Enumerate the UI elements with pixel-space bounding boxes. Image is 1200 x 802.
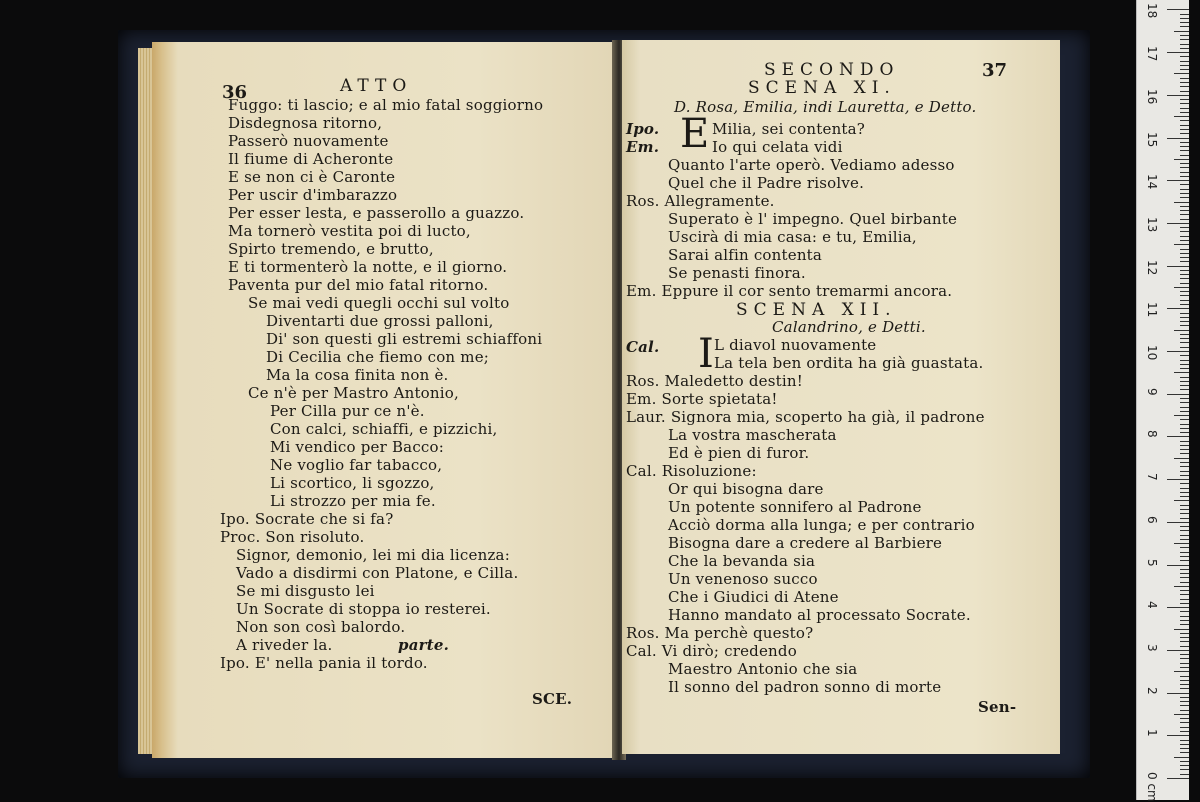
text-line: Il sonno del padron sonno di morte [668, 678, 942, 696]
ruler-tick [1180, 381, 1189, 382]
ruler-tick [1180, 611, 1189, 612]
ruler-tick [1180, 599, 1189, 600]
text-line: Superato è l' impegno. Quel birbante [668, 210, 958, 228]
ruler-tick [1180, 355, 1189, 356]
text-line: Em. Eppure il cor sento tremarmi ancora. [626, 282, 953, 300]
text-line: E ti tormenterò la notte, e il giorno. [228, 258, 508, 276]
ruler-tick [1180, 300, 1189, 301]
ruler-tick [1180, 488, 1189, 489]
ruler-tick [1167, 693, 1189, 694]
stage-direction: parte. [398, 636, 450, 654]
text-line: La tela ben ordita ha già guastata. [714, 354, 984, 372]
text-line: Non son così balordo. [236, 618, 406, 636]
ruler-tick [1180, 78, 1189, 79]
text-line: Laur. Signora mia, scoperto ha già, il padrone [626, 408, 985, 426]
ruler-tick [1180, 646, 1189, 647]
ruler-tick [1180, 718, 1189, 719]
ruler-tick [1180, 471, 1189, 472]
ruler-label: 2 [1145, 686, 1159, 695]
ruler-tick [1180, 65, 1189, 66]
text-line: Ma la cosa finita non è. [266, 366, 449, 384]
ruler-tick [1180, 219, 1189, 220]
ruler-label: 5 [1145, 558, 1159, 567]
ruler-tick [1180, 26, 1189, 27]
text-line: Ros. Ma perchè questo? [626, 624, 814, 642]
ruler-tick [1180, 91, 1189, 92]
ruler-tick [1167, 778, 1189, 779]
ruler-tick [1180, 261, 1189, 262]
text-line: Vado a disdirmi con Platone, e Cilla. [236, 564, 519, 582]
ruler-tick [1180, 334, 1189, 335]
ruler-tick [1180, 231, 1189, 232]
text-line: Cal. Risoluzione: [626, 462, 757, 480]
ruler-tick [1180, 44, 1189, 45]
ruler-tick [1180, 535, 1189, 536]
ruler-tick [1180, 590, 1189, 591]
text-line: Con calci, schiaffi, e pizzichi, [270, 420, 498, 438]
text-line: Maestro Antonio che sia [668, 660, 858, 678]
ruler-tick [1180, 492, 1189, 493]
ruler-tick [1174, 372, 1189, 373]
ruler-tick [1180, 582, 1189, 583]
measuring-ruler [1136, 0, 1189, 800]
ruler-label: 11 [1145, 302, 1159, 318]
page-number-right: 37 [982, 60, 1008, 81]
ruler-tick [1180, 313, 1189, 314]
ruler-tick [1180, 86, 1189, 87]
ruler-tick [1180, 240, 1189, 241]
ruler-tick [1180, 556, 1189, 557]
ruler-tick [1180, 722, 1189, 723]
ruler-tick [1167, 95, 1189, 96]
ruler-tick [1180, 389, 1189, 390]
ruler-tick [1180, 61, 1189, 62]
ruler-tick [1180, 142, 1189, 143]
ruler-tick [1180, 462, 1189, 463]
ruler-tick [1180, 424, 1189, 425]
ruler-label: 1 [1145, 729, 1159, 737]
ruler-label: 7 [1145, 473, 1159, 481]
text-line: Ros. Maledetto destin! [626, 372, 803, 390]
ruler-tick [1180, 48, 1189, 49]
text-line: Per Cilla pur ce n'è. [270, 402, 425, 420]
ruler-tick [1180, 172, 1189, 173]
ruler-tick [1180, 684, 1189, 685]
text-line: Mi vendico per Bacco: [270, 438, 445, 456]
text-line: A riveder la. [236, 636, 333, 654]
ruler-tick [1180, 108, 1189, 109]
ruler-tick [1180, 368, 1189, 369]
ruler-label: 13 [1145, 216, 1159, 233]
ruler-tick [1174, 116, 1189, 117]
text-line: L diavol nuovamente [714, 336, 877, 354]
ruler-tick [1167, 735, 1189, 736]
text-line: Milia, sei contenta? [712, 120, 866, 138]
text-line: Bisogna dare a credere al Barbiere [668, 534, 943, 552]
ruler-tick [1180, 295, 1189, 296]
ruler-tick [1180, 705, 1189, 706]
ruler-tick [1167, 223, 1189, 224]
ruler-tick [1174, 31, 1189, 32]
text-line: La vostra mascherata [668, 426, 837, 444]
cast-list: D. Rosa, Emilia, indi Lauretta, e Detto. [674, 98, 977, 116]
ruler-tick [1180, 342, 1189, 343]
ruler-label: 3 [1145, 643, 1159, 652]
catchword: SCE. [532, 690, 573, 708]
ruler-tick [1180, 270, 1189, 271]
ruler-tick [1167, 308, 1189, 309]
ruler-tick [1180, 304, 1189, 305]
ruler-tick [1167, 479, 1189, 480]
ruler-tick [1180, 14, 1189, 15]
ruler-tick [1167, 394, 1189, 395]
text-line: Ce n'è per Mastro Antonio, [248, 384, 459, 402]
ruler-label: 17 [1145, 46, 1159, 62]
ruler-tick [1180, 688, 1189, 689]
ruler-tick [1167, 436, 1189, 437]
ruler-label: 12 [1145, 259, 1159, 275]
ruler-tick [1180, 56, 1189, 57]
ruler-tick [1180, 526, 1189, 527]
ruler-tick [1180, 676, 1189, 677]
ruler-tick [1180, 82, 1189, 83]
ruler-tick [1180, 189, 1189, 190]
ruler-tick [1180, 765, 1189, 766]
text-line: Diventarti due grossi palloni, [266, 312, 494, 330]
ruler-label: 0 cm [1145, 772, 1159, 802]
text-line: Ros. Allegramente. [626, 192, 775, 210]
ruler-tick [1167, 565, 1189, 566]
ruler-tick [1180, 769, 1189, 770]
ruler-tick [1180, 744, 1189, 745]
text-line: Per esser lesta, e passerollo a guazzo. [228, 204, 525, 222]
ruler-tick [1180, 35, 1189, 36]
text-line: Proc. Son risoluto. [220, 528, 365, 546]
ruler-tick [1180, 278, 1189, 279]
ruler-tick [1180, 317, 1189, 318]
ruler-tick [1180, 428, 1189, 429]
ruler-tick [1180, 449, 1189, 450]
ruler-tick [1167, 180, 1189, 181]
text-line: Quanto l'arte operò. Vediamo adesso [668, 156, 955, 174]
text-line: Il fiume di Acheronte [228, 150, 394, 168]
text-line: Sarai alfin contenta [668, 246, 823, 264]
ruler-tick [1167, 52, 1189, 53]
ruler-tick [1167, 266, 1189, 267]
ruler-tick [1180, 22, 1189, 23]
ruler-tick [1180, 325, 1189, 326]
text-line: Di' son questi gli estremi schiaffoni [266, 330, 543, 348]
ruler-tick [1167, 650, 1189, 651]
ruler-tick [1180, 475, 1189, 476]
ruler-tick [1174, 287, 1189, 288]
ruler-tick [1180, 505, 1189, 506]
ruler-tick [1180, 257, 1189, 258]
ruler-tick [1180, 120, 1189, 121]
ruler-tick [1174, 415, 1189, 416]
ruler-tick [1174, 543, 1189, 544]
ruler-tick [1180, 594, 1189, 595]
ruler-tick [1174, 159, 1189, 160]
ruler-tick [1180, 453, 1189, 454]
ruler-tick [1180, 407, 1189, 408]
ruler-tick [1180, 214, 1189, 215]
ruler-tick [1180, 518, 1189, 519]
ruler-label: 10 [1145, 345, 1159, 361]
text-line: Disdegnosa ritorno, [228, 114, 383, 132]
ruler-tick [1174, 330, 1189, 331]
left-page [152, 42, 614, 758]
text-line: Spirto tremendo, e brutto, [228, 240, 434, 258]
ruler-tick [1180, 364, 1189, 365]
ruler-tick [1180, 274, 1189, 275]
ruler-tick [1180, 176, 1189, 177]
ruler-tick [1180, 552, 1189, 553]
text-line: Or qui bisogna dare [668, 480, 824, 498]
ruler-tick [1180, 774, 1189, 775]
ruler-tick [1180, 419, 1189, 420]
text-line: Per uscir d'imbarazzo [228, 186, 398, 204]
ruler-tick [1180, 402, 1189, 403]
text-line: Hanno mandato al processato Socrate. [668, 606, 971, 624]
scene-heading: SCENA XI. [748, 78, 896, 98]
ruler-tick [1180, 637, 1189, 638]
ruler-tick [1180, 360, 1189, 361]
ruler-tick [1180, 761, 1189, 762]
text-line: Ipo. Socrate che si fa? [220, 510, 394, 528]
scene-heading: SCENA XII. [736, 300, 897, 320]
running-head-right: SECONDO [764, 60, 900, 80]
ruler-tick [1180, 748, 1189, 749]
ruler-tick [1180, 740, 1189, 741]
ruler-tick [1180, 641, 1189, 642]
text-line: Che la bevanda sia [668, 552, 816, 570]
ruler-tick [1167, 522, 1189, 523]
ruler-tick [1180, 69, 1189, 70]
ruler-tick [1174, 671, 1189, 672]
ruler-tick [1180, 663, 1189, 664]
ruler-tick [1174, 586, 1189, 587]
ruler-tick [1180, 603, 1189, 604]
ruler-tick [1180, 146, 1189, 147]
ruler-tick [1180, 727, 1189, 728]
ruler-tick [1180, 658, 1189, 659]
ruler-tick [1180, 398, 1189, 399]
text-line: Ipo. E' nella pania il tordo. [220, 654, 428, 672]
ruler-tick [1174, 202, 1189, 203]
ruler-tick [1180, 680, 1189, 681]
ruler-tick [1180, 99, 1189, 100]
ruler-tick [1180, 752, 1189, 753]
text-line: Signor, demonio, lei mi dia licenza: [236, 546, 510, 564]
right-page [622, 40, 1060, 754]
text-line: Li scortico, li sgozzo, [270, 474, 435, 492]
text-line: E se non ci è Caronte [228, 168, 396, 186]
ruler-tick [1180, 731, 1189, 732]
speaker-label: Cal. [626, 338, 660, 356]
ruler-tick [1180, 18, 1189, 19]
ruler-tick [1180, 710, 1189, 711]
ruler-tick [1180, 385, 1189, 386]
ruler-tick [1180, 667, 1189, 668]
ruler-label: 9 [1145, 387, 1159, 396]
ruler-tick [1174, 458, 1189, 459]
ruler-label: 18 [1145, 3, 1159, 19]
ruler-tick [1174, 757, 1189, 758]
ruler-tick [1180, 539, 1189, 540]
drop-cap: E [680, 111, 710, 157]
ruler-tick [1180, 291, 1189, 292]
ruler-tick [1180, 530, 1189, 531]
ruler-tick [1174, 244, 1189, 245]
ruler-tick [1180, 483, 1189, 484]
ruler-tick [1180, 338, 1189, 339]
ruler-tick [1180, 236, 1189, 237]
text-line: Paventa pur del mio fatal ritorno. [228, 276, 489, 294]
ruler-tick [1180, 125, 1189, 126]
ruler-tick [1180, 624, 1189, 625]
ruler-tick [1180, 620, 1189, 621]
ruler-label: 8 [1145, 430, 1159, 439]
ruler-label: 14 [1145, 174, 1159, 190]
ruler-tick [1180, 155, 1189, 156]
ruler-tick [1180, 347, 1189, 348]
ruler-tick [1180, 283, 1189, 284]
ruler-tick [1180, 701, 1189, 702]
ruler-tick [1180, 633, 1189, 634]
ruler-tick [1180, 616, 1189, 617]
text-line: Em. Sorte spietata! [626, 390, 778, 408]
speaker-label: Ipo. [626, 120, 660, 138]
ruler-tick [1174, 500, 1189, 501]
ruler-tick [1180, 577, 1189, 578]
ruler-tick [1167, 351, 1189, 352]
ruler-tick [1180, 432, 1189, 433]
ruler-tick [1180, 197, 1189, 198]
ruler-tick [1180, 445, 1189, 446]
ruler-tick [1180, 569, 1189, 570]
text-line: Ma tornerò vestita poi di lucto, [228, 222, 471, 240]
ruler-tick [1180, 573, 1189, 574]
catchword: Sen- [978, 698, 1017, 716]
text-line: Ne voglio far tabacco, [270, 456, 443, 474]
ruler-tick [1180, 441, 1189, 442]
ruler-tick [1180, 227, 1189, 228]
ruler-tick [1180, 496, 1189, 497]
ruler-tick [1180, 466, 1189, 467]
text-line: Cal. Vi dirò; credendo [626, 642, 797, 660]
ruler-tick [1174, 714, 1189, 715]
ruler-tick [1167, 9, 1189, 10]
text-line: Io qui celata vidi [712, 138, 843, 156]
ruler-tick [1180, 547, 1189, 548]
ruler-tick [1180, 133, 1189, 134]
ruler-tick [1167, 138, 1189, 139]
drop-cap: I [698, 331, 714, 377]
ruler-tick [1180, 210, 1189, 211]
speaker-label: Em. [626, 138, 660, 156]
text-line: Acciò dorma alla lunga; e per contrario [668, 516, 975, 534]
ruler-label: 6 [1145, 515, 1159, 524]
running-head-left: ATTO [340, 76, 413, 96]
ruler-tick [1167, 607, 1189, 608]
ruler-tick [1180, 129, 1189, 130]
ruler-tick [1180, 167, 1189, 168]
ruler-tick [1180, 112, 1189, 113]
ruler-label: 15 [1145, 131, 1159, 147]
ruler-tick [1180, 253, 1189, 254]
cast-list: Calandrino, e Detti. [772, 318, 926, 336]
ruler-label: 16 [1145, 88, 1159, 105]
page-number-left: 36 [222, 82, 248, 103]
text-line: Se mi disgusto lei [236, 582, 375, 600]
text-line: Di Cecilia che fiemo con me; [266, 348, 490, 366]
ruler-tick [1180, 193, 1189, 194]
text-line: Che i Giudici di Atene [668, 588, 839, 606]
text-line: Se penasti finora. [668, 264, 806, 282]
ruler-label: 4 [1145, 601, 1159, 609]
text-line: Un potente sonnifero al Padrone [668, 498, 922, 516]
ruler-tick [1180, 163, 1189, 164]
ruler-tick [1180, 654, 1189, 655]
ruler-tick [1174, 629, 1189, 630]
ruler-tick [1180, 150, 1189, 151]
ruler-tick [1180, 103, 1189, 104]
ruler-tick [1180, 377, 1189, 378]
ruler-tick [1180, 249, 1189, 250]
ruler-tick [1180, 509, 1189, 510]
ruler-tick [1174, 73, 1189, 74]
text-line: Quel che il Padre risolve. [668, 174, 865, 192]
ruler-tick [1180, 513, 1189, 514]
text-line: Passerò nuovamente [228, 132, 389, 150]
ruler-tick [1180, 184, 1189, 185]
text-line: Li strozzo per mia fe. [270, 492, 436, 510]
ruler-tick [1180, 697, 1189, 698]
text-line: Se mai vedi quegli occhi sul volto [248, 294, 510, 312]
text-line: Fuggo: ti lascio; e al mio fatal soggiorno [228, 96, 544, 114]
ruler-tick [1180, 321, 1189, 322]
ruler-tick [1180, 560, 1189, 561]
ruler-tick [1180, 411, 1189, 412]
text-line: Ed è pien di furor. [668, 444, 810, 462]
text-line: Uscirà di mia casa: e tu, Emilia, [668, 228, 917, 246]
text-line: Un Socrate di stoppa io resterei. [236, 600, 491, 618]
ruler-tick [1180, 39, 1189, 40]
ruler-tick [1180, 206, 1189, 207]
text-line: Un venenoso succo [668, 570, 818, 588]
